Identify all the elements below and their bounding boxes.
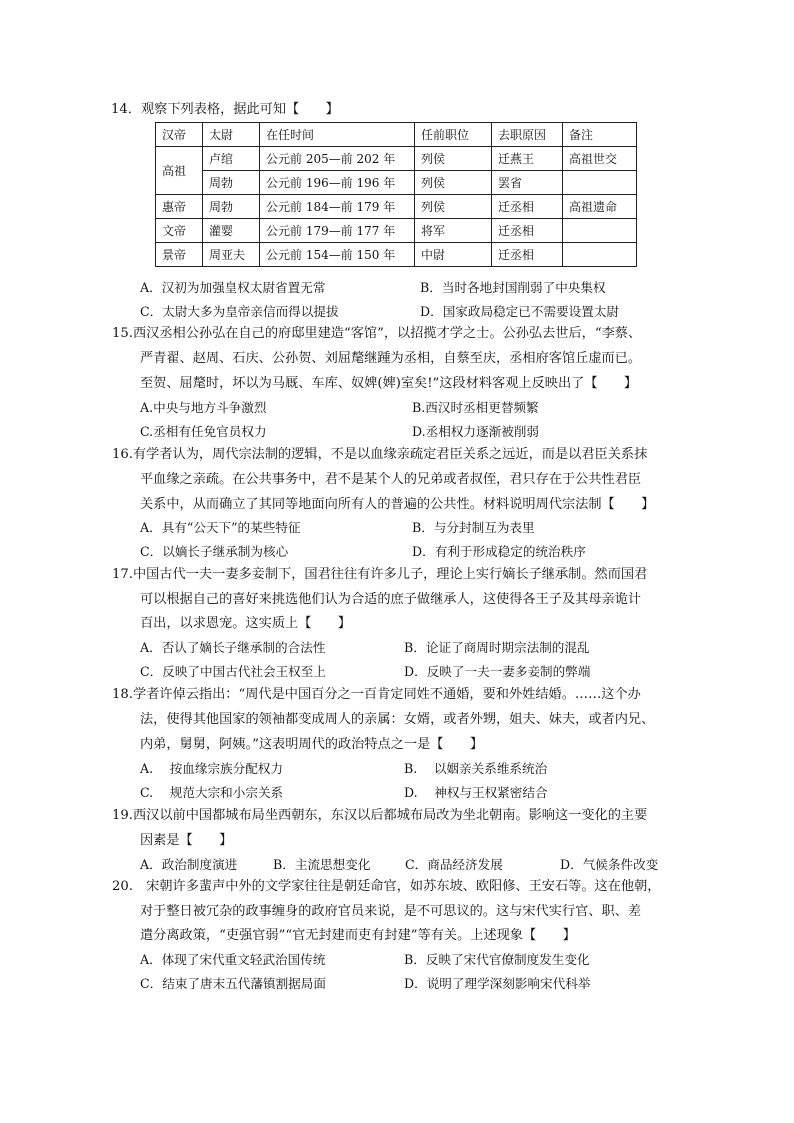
q16-line: 关系中，从而确立了其同等地面向所有人的普遍的公共性。材料说明周代宗法制【 】 — [140, 497, 655, 512]
q18-option-a: A. 按血缘宗族分配权力 — [140, 761, 284, 776]
q19-option-c: C．商品经济发展 — [405, 857, 503, 872]
q20-line: 20. 宋朝许多蜚声中外的文学家往往是朝廷命官，如苏东坡、欧阳修、王安石等。这在他朝， — [112, 879, 661, 894]
q14-option-c: C．太尉大多为皇帝亲信而得以提拔 — [140, 304, 339, 319]
cell-emperor: 景帝 — [156, 243, 203, 267]
cell-name: 周亚夫 — [203, 243, 260, 267]
cell-name: 周勃 — [203, 171, 260, 195]
cell-time: 公元前 196—前 196 年 — [260, 171, 415, 195]
q14-option-b: B．当时各地封国削弱了中央集权 — [420, 280, 606, 295]
cell-prior: 列侯 — [415, 171, 492, 195]
q18-option-d: D. 神权与王权紧密结合 — [404, 785, 548, 800]
q14-stem: 14．观察下列表格，据此可知【 】 — [111, 102, 339, 117]
q18-line: 内弟，舅舅，阿姨。”这表明周代的政治特点之一是【 】 — [140, 737, 484, 752]
q16-line: 平血缘之亲疏。在公共事务中，君不是某个人的兄弟或者叔侄，君只存在于公共性君臣 — [140, 472, 642, 487]
cell-prior: 列侯 — [415, 147, 492, 171]
cell-name: 灌婴 — [203, 219, 260, 243]
q17-line: 百出，以求恩宠。这实质上【 】 — [140, 616, 351, 631]
cell-time: 公元前 205—前 202 年 — [260, 147, 415, 171]
cell-prior: 中尉 — [415, 243, 492, 267]
q16-option-a: A．具有“公天下”的某些特征 — [140, 520, 301, 535]
q20-option-a: A．体现了宋代重文轻武治国传统 — [140, 952, 326, 967]
cell-prior: 将军 — [415, 219, 492, 243]
cell-note — [563, 243, 637, 267]
q17-option-c: C．反映了中国古代社会王权至上 — [140, 664, 326, 679]
q18-option-b: B. 以姻亲关系维系统治 — [404, 761, 548, 776]
q16-line: 16.有学者认为，周代宗法制的逻辑，不是以血缘亲疏定君臣关系之远近，而是以君臣关系抹 — [112, 447, 648, 462]
q17-option-d: D．反映了一夫一妻多妾制的弊端 — [404, 664, 591, 679]
q18-option-c: C. 规范大宗和小宗关系 — [140, 785, 284, 800]
cell-prior: 列侯 — [415, 195, 492, 219]
q14-table — [155, 122, 637, 267]
header-cell: 任前职位 — [415, 123, 492, 147]
table-row — [156, 171, 637, 195]
cell-reason: 迁丞相 — [492, 195, 563, 219]
q19-option-a: A．政治制度演进 — [140, 857, 238, 872]
header-cell: 太尉 — [203, 123, 260, 147]
cell-emperor: 惠帝 — [156, 195, 203, 219]
q16-option-d: D．有利于形成稳定的统治秩序 — [412, 544, 586, 559]
q16-option-b: B．与分封制互为表里 — [412, 520, 535, 535]
table-row — [156, 219, 637, 243]
q17-option-b: B．论证了商周时期宗法制的混乱 — [404, 640, 590, 655]
q17-line: 可以根据自己的喜好来挑选他们认为合适的庶子做继承人，这使得各王子及其母亲诡计 — [140, 592, 642, 607]
cell-reason: 罢省 — [492, 171, 563, 195]
cell-name: 卢绾 — [203, 147, 260, 171]
cell-emperor: 高祖 — [156, 147, 203, 195]
q19-option-d: D．气候条件改变 — [560, 857, 659, 872]
table-row — [156, 243, 637, 267]
q15-line: 严青翟、赵周、石庆、公孙贺、刘屈氂继踵为丞相，自蔡至庆，丞相府客馆丘虚而已。 — [140, 351, 642, 366]
table-header-row — [156, 123, 637, 147]
q15-option-b: B.西汉时丞相更替频繁 — [412, 400, 539, 415]
q16-option-c: C．以嫡长子继承制为核心 — [140, 544, 289, 559]
q15-option-a: A.中央与地方斗争激烈 — [140, 400, 267, 415]
q20-option-b: B．反映了宋代官僚制度发生变化 — [404, 952, 590, 967]
cell-emperor: 文帝 — [156, 219, 203, 243]
cell-time: 公元前 179—前 177 年 — [260, 219, 415, 243]
q15-option-d: D.丞相权力逐渐被削弱 — [412, 424, 539, 439]
cell-note — [563, 171, 637, 195]
header-cell: 在任时间 — [260, 123, 415, 147]
cell-note — [563, 219, 637, 243]
cell-note: 高祖遗命 — [563, 195, 637, 219]
table-row — [156, 147, 637, 171]
q15-option-c: C.丞相有任免官员权力 — [140, 424, 267, 439]
table-row — [156, 195, 637, 219]
cell-reason: 迁丞相 — [492, 219, 563, 243]
cell-time: 公元前 154—前 150 年 — [260, 243, 415, 267]
header-cell: 去职原因 — [492, 123, 563, 147]
q20-line: 对于整日被冗杂的政事缠身的政府官员来说，是不可思议的。这与宋代实行官、职、差 — [140, 904, 642, 919]
q17-option-a: A．否认了嫡长子继承制的合法性 — [140, 640, 326, 655]
header-cell: 备注 — [563, 123, 637, 147]
cell-reason: 迁燕王 — [492, 147, 563, 171]
cell-reason: 迁丞相 — [492, 243, 563, 267]
q19-option-b: B．主流思想变化 — [273, 857, 371, 872]
q15-line: 至贺、屈氂时，坏以为马厩、车库、奴婢(婢)室矣!”这段材料客观上反映出了【 】 — [140, 376, 638, 391]
q20-option-d: D．说明了理学深刻影响宋代科举 — [404, 976, 591, 991]
cell-note: 高祖世交 — [563, 147, 637, 171]
q19-line: 因素是【 】 — [140, 833, 233, 848]
q14-option-d: D．国家政局稳定已不需要设置太尉 — [420, 304, 620, 319]
q18-line: 法，使得其他国家的领袖都变成周人的亲属：女婿，或者外甥，姐夫、妹夫，或者内兄、 — [140, 712, 655, 727]
q20-option-c: C．结束了唐末五代藩镇割据局面 — [140, 976, 326, 991]
q17-line: 17.中国古代一夫一妻多妾制下，国君往往有许多儿子，理论上实行嫡长子继承制。然而国君 — [112, 567, 648, 582]
q15-line: 15.西汉丞相公孙弘在自己的府邸里建造“客馆”，以招揽才学之士。公孙弘去世后，“李蔡、 — [112, 326, 642, 341]
cell-name: 周勃 — [203, 195, 260, 219]
cell-time: 公元前 184—前 179 年 — [260, 195, 415, 219]
q19-line: 19.西汉以前中国都城布局坐西朝东，东汉以后都城布局改为坐北朝南。影响这一变化的主要 — [112, 808, 648, 823]
q18-line: 18.学者许倬云指出：“周代是中国百分之一百肯定同姓不通婚，要和外姓结婚。……这个办 — [112, 687, 641, 702]
header-cell: 汉帝 — [156, 123, 203, 147]
q14-option-a: A．汉初为加强皇权太尉省置无常 — [140, 280, 326, 295]
q20-line: 遣分离政策，“吏强官弱”“官无封建而吏有封建”等有关。上述现象【 】 — [140, 928, 576, 943]
